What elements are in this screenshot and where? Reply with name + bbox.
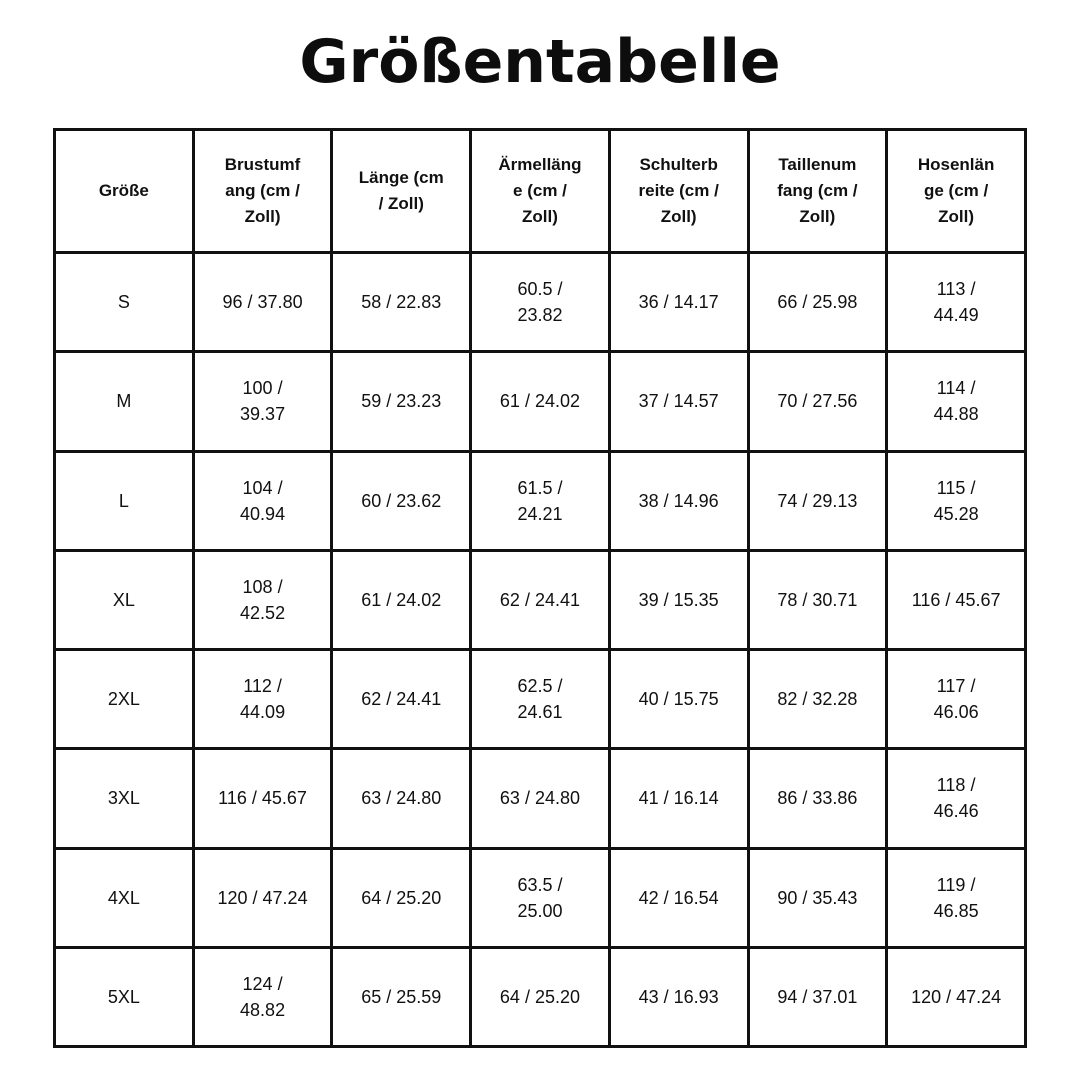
cell-shoulder-width	[609, 352, 748, 451]
cell-sleeve-length	[471, 352, 610, 451]
header-text-line: Zoll)	[244, 207, 281, 226]
cell-sleeve-length	[471, 749, 610, 848]
cell-length	[332, 451, 471, 550]
cell-text-line: 44.09	[240, 702, 286, 723]
header-text-line: Zoll)	[660, 207, 697, 226]
cell-text-line: 62 / 24.41	[499, 589, 580, 610]
cell-text-line: 39.37	[240, 404, 286, 425]
header-text-line: ge (cm /	[923, 181, 989, 200]
cell-shoulder-width	[609, 947, 748, 1046]
table-row	[55, 749, 1026, 848]
cell-text-line: 86 / 33.86	[777, 788, 858, 809]
cell-size	[55, 848, 194, 947]
cell-size	[55, 352, 194, 451]
cell-text-line: 46.46	[933, 801, 979, 822]
header-text-line: e (cm /	[513, 181, 567, 200]
header-text-line: Zoll)	[522, 207, 558, 226]
table-row	[55, 848, 1026, 947]
cell-shoulder-width	[609, 253, 748, 352]
cell-text-line: 64 / 25.20	[499, 986, 580, 1007]
cell-text-line: 5XL	[107, 986, 140, 1007]
cell-shoulder-width	[609, 848, 748, 947]
cell-waist	[748, 352, 887, 451]
table-row	[55, 451, 1026, 550]
cell-text-line: 41 / 16.14	[638, 788, 719, 809]
cell-inseam	[887, 451, 1026, 550]
cell-length	[332, 848, 471, 947]
cell-text-line: 39 / 15.35	[638, 589, 719, 610]
cell-inseam	[887, 749, 1026, 848]
cell-text-line: 61.5 /	[517, 477, 563, 498]
header-inseam	[887, 130, 1026, 253]
cell-chest	[193, 451, 332, 550]
header-text-line: Hosenlän	[917, 155, 995, 174]
cell-text-line: 42 / 16.54	[638, 887, 719, 908]
cell-waist	[748, 947, 887, 1046]
header-text-line: Zoll)	[938, 207, 975, 226]
cell-text-line: 60 / 23.62	[361, 490, 442, 511]
cell-text-line: 94 / 37.01	[777, 986, 858, 1007]
cell-text-line: 113 /	[936, 279, 976, 300]
cell-length	[332, 352, 471, 451]
cell-sleeve-length	[471, 947, 610, 1046]
cell-text-line: 115 /	[936, 477, 976, 498]
header-text-line: Länge (cm	[358, 168, 444, 187]
cell-text-line: 2XL	[107, 689, 140, 710]
cell-text-line: 40 / 15.75	[638, 689, 719, 710]
header-length	[332, 130, 471, 253]
table-body	[55, 253, 1026, 1047]
cell-waist	[748, 451, 887, 550]
cell-length	[332, 650, 471, 749]
cell-text-line: 58 / 22.83	[361, 292, 442, 313]
header-text-line: Schulterb	[639, 155, 718, 174]
cell-text-line: 44.88	[933, 404, 979, 425]
cell-text-line: 43 / 16.93	[638, 986, 719, 1007]
header-sleeve-length	[471, 130, 610, 253]
page-title: Größentabelle	[299, 27, 781, 97]
cell-sleeve-length	[471, 451, 610, 550]
cell-size	[55, 749, 194, 848]
table-row	[55, 550, 1026, 649]
header-shoulder-width	[609, 130, 748, 253]
cell-text-line: 66 / 25.98	[777, 292, 858, 313]
cell-text-line: 63 / 24.80	[361, 788, 442, 809]
cell-chest	[193, 253, 332, 352]
cell-size	[55, 550, 194, 649]
table-row	[55, 253, 1026, 352]
cell-inseam	[887, 947, 1026, 1046]
header-waist	[748, 130, 887, 253]
table-row	[55, 650, 1026, 749]
cell-text-line: 74 / 29.13	[777, 490, 858, 511]
header-chest	[193, 130, 332, 253]
cell-inseam	[887, 550, 1026, 649]
cell-text-line: 64 / 25.20	[361, 887, 442, 908]
cell-shoulder-width	[609, 749, 748, 848]
cell-text-line: 63 / 24.80	[499, 788, 580, 809]
cell-length	[332, 749, 471, 848]
cell-sleeve-length	[471, 650, 610, 749]
cell-shoulder-width	[609, 650, 748, 749]
cell-text-line: 4XL	[107, 887, 140, 908]
cell-chest	[193, 749, 332, 848]
cell-text-line: 120 / 47.24	[217, 887, 308, 908]
header-text-line: Taillenum	[778, 155, 857, 174]
cell-sleeve-length	[471, 848, 610, 947]
cell-text-line: 46.06	[933, 702, 979, 723]
header-text-line: / Zoll)	[378, 194, 424, 213]
table-row	[55, 947, 1026, 1046]
cell-text-line: 48.82	[240, 999, 286, 1020]
cell-text-line: 100 /	[242, 378, 283, 399]
cell-text-line: 120 / 47.24	[911, 986, 1002, 1007]
cell-waist	[748, 848, 887, 947]
header-text-line: ang (cm /	[225, 181, 300, 200]
cell-text-line: 59 / 23.23	[361, 391, 442, 412]
cell-text-line: 65 / 25.59	[361, 986, 442, 1007]
header-text-line: fang (cm /	[777, 181, 858, 200]
cell-text-line: 124 /	[242, 973, 283, 994]
cell-text-line: 116 / 45.67	[218, 788, 307, 809]
cell-sleeve-length	[471, 253, 610, 352]
cell-text-line: 118 /	[936, 775, 976, 796]
cell-sleeve-length	[471, 550, 610, 649]
cell-text-line: 104 /	[242, 477, 283, 498]
cell-size	[55, 253, 194, 352]
cell-inseam	[887, 253, 1026, 352]
cell-text-line: M	[116, 391, 132, 412]
cell-text-line: XL	[112, 589, 135, 610]
cell-size	[55, 650, 194, 749]
header-text-line: Größe	[98, 181, 149, 200]
cell-chest	[193, 947, 332, 1046]
table-header	[55, 130, 1026, 253]
header-text-line: reite (cm /	[638, 181, 719, 200]
cell-inseam	[887, 352, 1026, 451]
cell-text-line: 62.5 /	[517, 676, 563, 697]
cell-text-line: 116 / 45.67	[911, 589, 1001, 610]
cell-text-line: 60.5 /	[517, 279, 563, 300]
cell-waist	[748, 550, 887, 649]
cell-size	[55, 451, 194, 550]
cell-inseam	[887, 650, 1026, 749]
cell-text-line: 108 /	[242, 576, 283, 597]
cell-chest	[193, 352, 332, 451]
cell-text-line: 63.5 /	[517, 874, 563, 895]
cell-shoulder-width	[609, 451, 748, 550]
cell-text-line: 3XL	[107, 788, 140, 809]
cell-chest	[193, 848, 332, 947]
cell-text-line: 24.21	[517, 503, 563, 524]
cell-waist	[748, 253, 887, 352]
cell-text-line: 25.00	[517, 900, 563, 921]
cell-length	[332, 947, 471, 1046]
cell-text-line: 70 / 27.56	[777, 391, 858, 412]
cell-chest	[193, 550, 332, 649]
cell-text-line: 61 / 24.02	[499, 391, 580, 412]
cell-text-line: 37 / 14.57	[638, 391, 719, 412]
cell-shoulder-width	[609, 550, 748, 649]
cell-text-line: 117 /	[936, 676, 976, 697]
cell-text-line: 36 / 14.17	[638, 292, 719, 313]
cell-waist	[748, 650, 887, 749]
cell-size	[55, 947, 194, 1046]
cell-text-line: 38 / 14.96	[638, 490, 719, 511]
header-row	[55, 130, 1026, 253]
table-row	[55, 352, 1026, 451]
cell-text-line: 90 / 35.43	[777, 887, 858, 908]
cell-text-line: 42.52	[240, 602, 286, 623]
cell-text-line: 45.28	[933, 503, 979, 524]
cell-text-line: 23.82	[517, 305, 563, 326]
cell-text-line: L	[118, 490, 129, 511]
cell-text-line: 82 / 32.28	[777, 689, 858, 710]
size-chart-table	[53, 128, 1027, 1048]
header-text-line: Brustumf	[224, 155, 301, 174]
cell-text-line: 40.94	[240, 503, 286, 524]
cell-text-line: 24.61	[517, 702, 563, 723]
cell-text-line: 112 /	[243, 676, 282, 697]
cell-length	[332, 253, 471, 352]
cell-text-line: 62 / 24.41	[361, 689, 442, 710]
cell-text-line: 78 / 30.71	[777, 589, 858, 610]
cell-text-line: 61 / 24.02	[361, 589, 442, 610]
cell-text-line: 119 /	[936, 874, 976, 895]
header-text-line: Zoll)	[799, 207, 836, 226]
cell-waist	[748, 749, 887, 848]
cell-chest	[193, 650, 332, 749]
header-text-line: Ärmelläng	[498, 155, 582, 174]
cell-text-line: 46.85	[933, 900, 979, 921]
cell-inseam	[887, 848, 1026, 947]
cell-text-line: S	[117, 292, 130, 313]
cell-text-line: 44.49	[933, 305, 979, 326]
cell-text-line: 114 /	[936, 378, 976, 399]
cell-length	[332, 550, 471, 649]
header-size	[55, 130, 194, 253]
cell-text-line: 96 / 37.80	[222, 292, 303, 313]
